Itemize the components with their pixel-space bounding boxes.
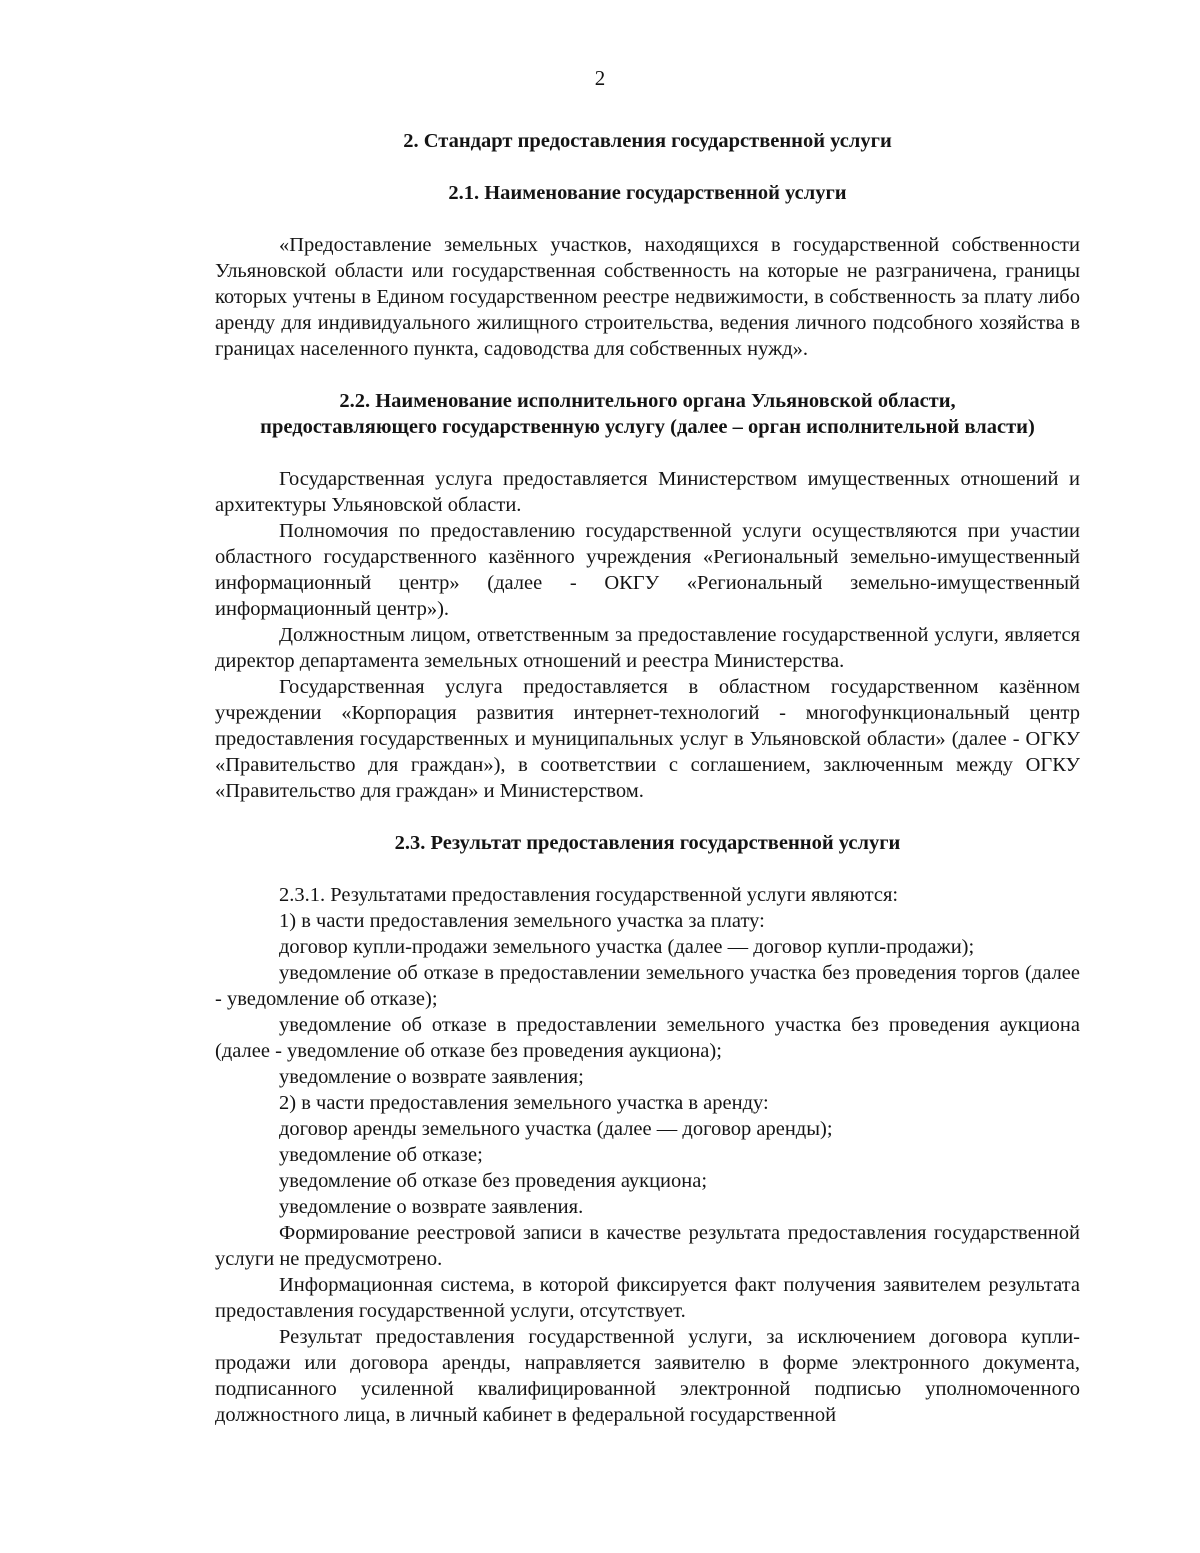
list-item: уведомление об отказе без проведения аукциона; [279, 1170, 708, 1192]
paragraph: Полномочия по предоставлению государственной услуги осуществляются при участии областного государственного казённого учреждения «Региональный земельно-имущественный информационный центр» (далее - ОКГУ «Региональный земельно-имущественный информационный центр»). [215, 520, 1080, 620]
list-item: договор аренды земельного участка (далее — договор аренды); [279, 1118, 833, 1140]
section-2-2-title [215, 388, 1080, 440]
section-heading-2: 2. Стандарт предоставления государственной услуги [403, 130, 892, 152]
paragraph: Формирование реестровой записи в качестве результата предоставления государственной услуги не предусмотрено. [215, 1222, 1080, 1270]
paragraph: Государственная услуга предоставляется Министерством имущественных отношений и архитектуры Ульяновской области. [215, 468, 1080, 516]
paragraph: 2.3.1. Результатами предоставления государственной услуги являются: [279, 884, 899, 906]
paragraph: Должностным лицом, ответственным за предоставление государственной услуги, является директор департамента земельных отношений и реестра Министерства. [215, 624, 1080, 672]
section-2-2 [215, 388, 1080, 804]
paragraph: Информационная система, в которой фиксируется факт получения заявителем результата предоставления государственной услуги, отсутствует. [215, 1274, 1080, 1322]
list-item: 2) в части предоставления земельного участка в аренду: [279, 1092, 769, 1114]
list-item: уведомление об отказе в предоставлении земельного участка без проведения аукциона (далее - уведомление об отказе без проведения аукциона); [215, 1014, 1080, 1062]
section-2-3-title: 2.3. Результат предоставления государственной услуги [394, 832, 901, 854]
document-body [215, 128, 1080, 1454]
section-2-2-title-line1: 2.2. Наименование исполнительного органа Ульяновской области, [339, 390, 956, 412]
list-item: уведомление о возврате заявления. [279, 1196, 584, 1218]
page-number: 2 [594, 66, 606, 90]
list-item: уведомление об отказе в предоставлении земельного участка без проведения торгов (далее - уведомление об отказе); [215, 962, 1080, 1010]
list-item: уведомление о возврате заявления; [279, 1066, 584, 1088]
section-2-1 [215, 180, 1080, 362]
list-item: 1) в части предоставления земельного участка за плату: [279, 910, 765, 932]
section-2-2-title-line2: предоставляющего государственную услугу (далее – орган исполнительной власти) [260, 416, 1035, 438]
list-item: договор купли-продажи земельного участка (далее — договор купли-продажи); [279, 936, 975, 958]
paragraph: Результат предоставления государственной услуги, за исключением договора купли-продажи или договора аренды, направляется заявителю в форме электронного документа, подписанного усиленной квалифицированной электронной подписью уполномоченного должностного лица, в личный кабинет в федеральной государственной [215, 1326, 1080, 1426]
paragraph: Государственная услуга предоставляется в областном государственном казённом учреждении «Корпорация развития интернет-технологий - многофункциональный центр предоставления государственных и муниципальных услуг в Ульяновской области» (далее - ОГКУ «Правительство для граждан»), в соответствии с соглашением, заключенным между ОГКУ «Правительство для граждан» и Министерством. [215, 676, 1080, 802]
paragraph: «Предоставление земельных участков, находящихся в государственной собственности Ульяновской области или государственная собственность на которые не разграничена, границы которых учтены в Едином государственном реестре недвижимости, в собственность за плату либо аренду для индивидуального жилищного строительства, ведения личного подсобного хозяйства в границах населенного пункта, садоводства для собственных нужд». [215, 234, 1080, 360]
section-2-3 [215, 830, 1080, 1428]
section-2-1-title: 2.1. Наименование государственной услуги [448, 182, 847, 204]
list-item: уведомление об отказе; [279, 1144, 483, 1166]
